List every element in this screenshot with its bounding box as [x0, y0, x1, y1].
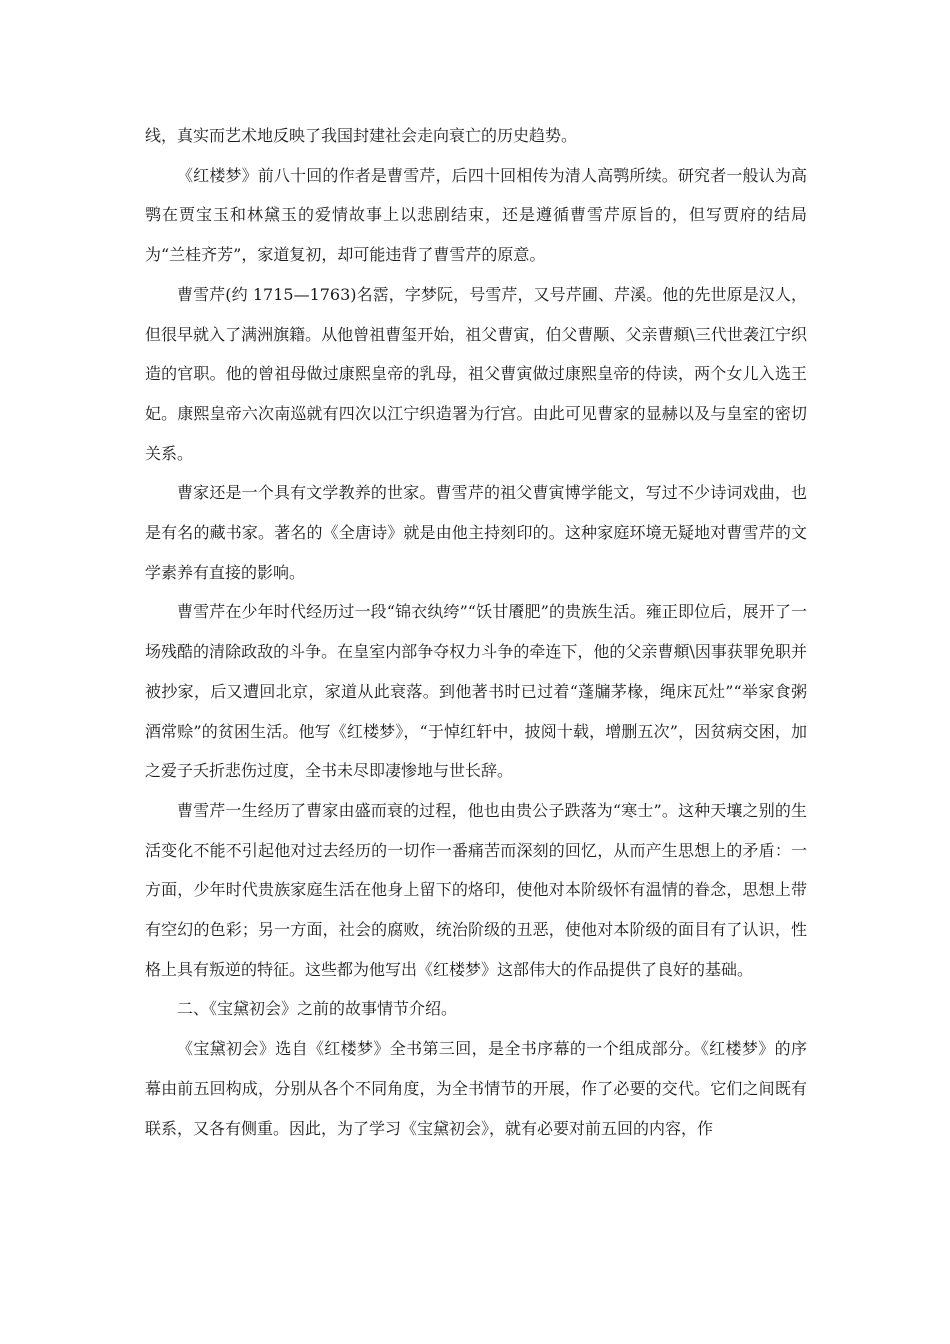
document-body — [145, 116, 807, 1148]
paragraph-family-decline: 曹雪芹在少年时代经历过一段“锦衣纨绔”“饫甘餍肥”的贵族生活。雍正即位后，展开了一场残酷的清除政敌的斗争。在皇室内部争夺权力斗争的牵连下，他的父亲曹頫\因事获罪免职并被抄家，后又遭回北京，家道从此衰落。到他著书时已过着“蓬牖茅椽，绳床瓦灶”“举家食粥酒常赊”的贫困生活。他写《红楼梦》，“于悼红轩中，披阅十载，增删五次”，因贫病交困，加之爱子夭折悲伤过度，全书未尽即凄惨地与世长辞。 — [145, 602, 807, 781]
paragraph-continuation: 线，真实而艺术地反映了我国封建社会走向衰亡的历史趋势。 — [145, 126, 578, 145]
paragraph-cao-xueqin-biography: 曹雪芹(约 1715—1763)名霑，字梦阮，号雪芹，又号芹圃、芹溪。他的先世原是汉人，但很早就入了满洲旗籍。从他曾祖曹玺开始，祖父曹寅，伯父曹颙、父亲曹頫\三代世袭江宁织造的官职。他的曾祖母做过康熙皇帝的乳母，祖父曹寅做过康熙皇帝的侍读，两个女儿入选王妃。康熙皇帝六次南巡就有四次以江宁织造署为行宫。由此可见曹家的显赫以及与皇室的密切关系。 — [145, 284, 807, 463]
paragraph-authorship: 《红楼梦》前八十回的作者是曹雪芹，后四十回相传为清人高鹗所续。研究者一般认为高鹗在贾宝玉和林黛玉的爱情故事上以悲剧结束，还是遵循曹雪芹原旨的，但写贾府的结局为“兰桂齐芳”，家道复初，却可能违背了曹雪芹的原意。 — [145, 165, 807, 265]
paragraph-life-contrast: 曹雪芹一生经历了曹家由盛而衰的过程，他也由贵公子跌落为“寒士”。这种天壤之别的生活变化不能不引起他对过去经历的一切作一番痛苦而深刻的回忆，从而产生思想上的矛盾：一方面，少年时代贵族家庭生活在他身上留下的烙印，使他对本阶级怀有温情的眷念，思想上带有空幻的色彩；另一方面，社会的腐败，统治阶级的丑恶，使他对本阶级的面目有了认识，性格上具有叛逆的特征。这些都为他写出《红楼梦》这部伟大的作品提供了良好的基础。 — [145, 800, 807, 979]
section-heading: 二、《宝黛初会》之前的故事情节介绍。 — [177, 999, 458, 1019]
paragraph-prologue-intro: 《宝黛初会》选自《红楼梦》全书第三回，是全书序幕的一个组成部分。《红楼梦》的序幕由前五回构成，分别从各个不同角度，为全书情节的开展，作了必要的交代。它们之间既有联系，又各有侧重。因此，为了学习《宝黛初会》，就有必要对前五回的内容，作 — [145, 1039, 807, 1138]
paragraph-literary-family: 曹家还是一个具有文学教养的世家。曹雪芹的祖父曹寅博学能文，写过不少诗词戏曲，也是有名的藏书家。著名的《全唐诗》就是由他主持刻印的。这种家庭环境无疑地对曹雪芹的文学素养有直接的影响。 — [145, 483, 807, 582]
